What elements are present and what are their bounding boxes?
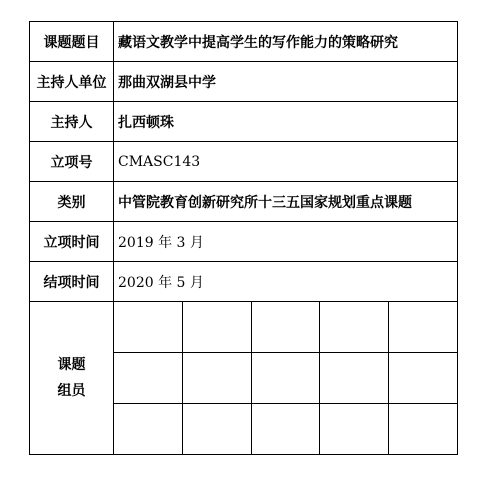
member-cell (320, 302, 389, 353)
project-info-table (29, 21, 458, 455)
member-cell (114, 404, 183, 455)
members-label (30, 302, 114, 455)
row-project-no (30, 142, 458, 182)
members-label-line2: 组员 (57, 383, 86, 399)
end-time-label: 结项时间 (30, 262, 114, 302)
member-cell (320, 404, 389, 455)
topic-label: 课题题目 (30, 22, 114, 62)
project-no-value: CMASC143 (114, 142, 458, 182)
start-time-label: 立项时间 (30, 222, 114, 262)
row-end-time (30, 262, 458, 302)
member-cell (388, 353, 457, 404)
row-topic (30, 22, 458, 62)
member-cell (320, 353, 389, 404)
members-grid-row (114, 404, 457, 455)
project-no-label: 立项号 (30, 142, 114, 182)
member-cell (114, 353, 183, 404)
member-cell (183, 302, 252, 353)
row-host (30, 102, 458, 142)
row-category (30, 182, 458, 222)
members-grid (114, 302, 457, 454)
member-cell (388, 404, 457, 455)
member-cell (251, 353, 320, 404)
members-grid-row (114, 353, 457, 404)
members-grid-cell (114, 302, 458, 455)
row-host-unit (30, 62, 458, 102)
member-cell (183, 404, 252, 455)
start-time-value: 2019 年 3 月 (114, 222, 458, 262)
member-cell (251, 302, 320, 353)
member-cell (183, 353, 252, 404)
member-cell (251, 404, 320, 455)
member-cell (388, 302, 457, 353)
host-label: 主持人 (30, 102, 114, 142)
host-unit-value: 那曲双湖县中学 (114, 62, 458, 102)
members-grid-row (114, 302, 457, 353)
category-value: 中管院教育创新研究所十三五国家规划重点课题 (114, 182, 458, 222)
topic-value: 藏语文教学中提高学生的写作能力的策略研究 (114, 22, 458, 62)
member-cell (114, 302, 183, 353)
row-start-time (30, 222, 458, 262)
category-label: 类别 (30, 182, 114, 222)
row-members (30, 302, 458, 455)
host-unit-label: 主持人单位 (30, 62, 114, 102)
members-label-line1: 课题 (57, 357, 86, 373)
end-time-value: 2020 年 5 月 (114, 262, 458, 302)
host-value: 扎西顿珠 (114, 102, 458, 142)
